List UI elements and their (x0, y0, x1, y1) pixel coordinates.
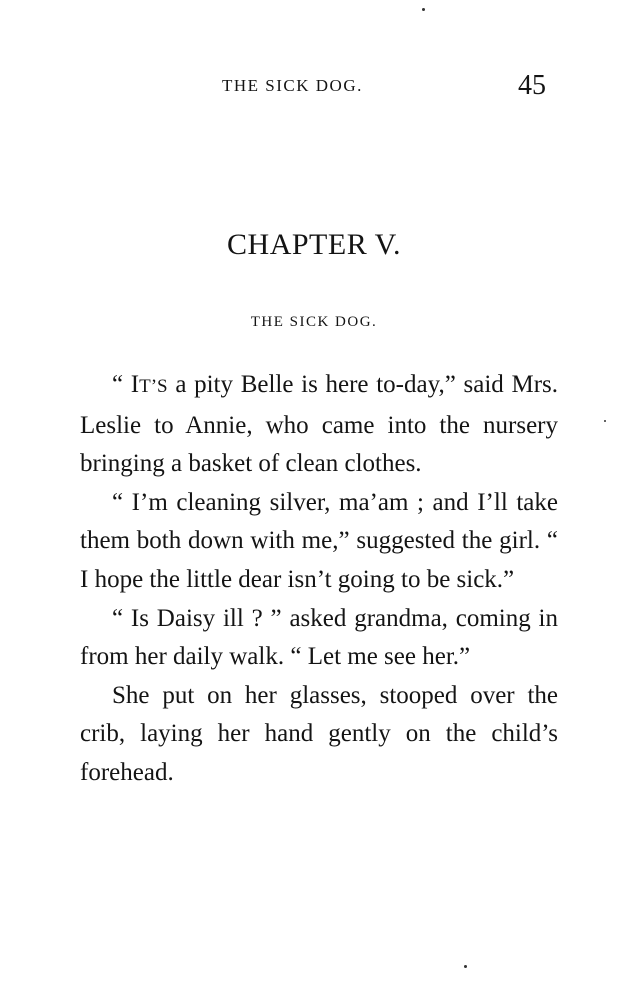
chapter-subtitle: THE SICK DOG. (250, 314, 378, 330)
paragraph-2: “ I’m cleaning silver, ma’am ; and I’ll take them both down with me,” suggested the girl. “ I hope the little dear isn’t going to be sick.” (80, 488, 558, 593)
paragraph-3: “ Is Daisy ill ? ” asked grandma, coming in from her daily walk. “ Let me see her.” (80, 604, 558, 671)
paragraph-4: She put on her glasses, stooped over the crib, laying her hand gently on the child’s forehead. (80, 681, 558, 786)
page-number: 45 (518, 70, 546, 101)
running-head: THE SICK DOG. (222, 76, 363, 95)
paragraph-1-text: a pity Belle is here to-day,” said Mrs. Leslie to Annie, who came into the nursery bringing a basket of clean clothes. (80, 371, 558, 478)
print-speck (464, 965, 467, 968)
small-caps-word: T’S (139, 376, 168, 397)
body-text (80, 366, 558, 793)
print-speck (604, 420, 606, 422)
paragraph-1 (80, 366, 558, 484)
print-speck (422, 8, 425, 11)
opening-quote-capital: “ I (112, 371, 140, 398)
chapter-title: CHAPTER V. (227, 228, 401, 261)
